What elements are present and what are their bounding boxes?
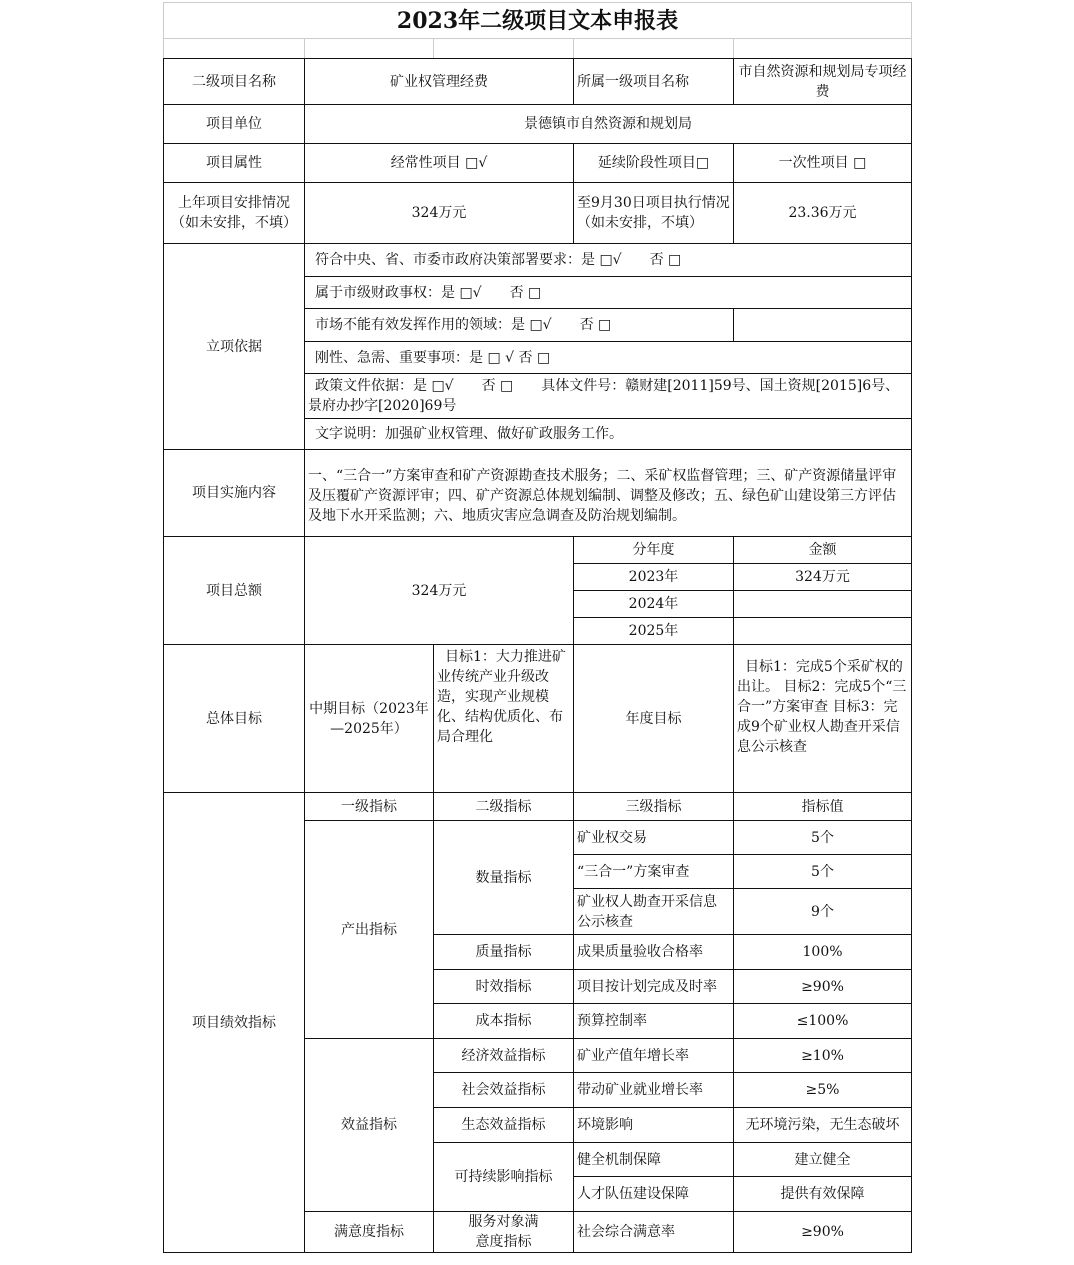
mid-goal-label: 中期目标（2023年—2025年） (305, 645, 434, 793)
last-year-value: 324万元 (305, 183, 574, 244)
basis-item: 市场不能有效发挥作用的领域：是 □√ 否 □ (305, 309, 734, 342)
annual-goal-label: 年度目标 (574, 645, 734, 793)
amount: 324万元 (734, 564, 912, 591)
parent-project: 市自然资源和规划局专项经费 (734, 59, 912, 105)
l1-benefit: 效益指标 (305, 1039, 434, 1212)
implementation: 一、“三合一”方案审查和矿产资源勘查技术服务；二、采矿权监督管理；三、矿产资源储量评审及压覆矿产资源评审；四、矿产资源总体规划编制、调整及修改；五、绿色矿山建设第三方评估及地下水开采监测；六、地质灾害应急调查及防治规划编制。 (305, 450, 912, 537)
label-project-name: 二级项目名称 (164, 59, 305, 105)
value: 100% (734, 935, 912, 970)
value: 5个 (734, 821, 912, 855)
basis-item: 属于市级财政事权：是 □√ 否 □ (305, 277, 912, 309)
value: ≥10% (734, 1039, 912, 1073)
l3: 社会综合满意率 (574, 1212, 734, 1253)
unit: 景德镇市自然资源和规划局 (305, 105, 912, 144)
value: 5个 (734, 855, 912, 889)
l3: 矿业权人勘查开采信息公示核查 (574, 889, 734, 935)
blank-cell (434, 39, 574, 59)
label-execution: 至9月30日项目执行情况（如未安排，不填） (574, 183, 734, 244)
value: 9个 (734, 889, 912, 935)
l2-quality: 质量指标 (434, 935, 574, 970)
form-title: 2023年二级项目文本申报表 (164, 3, 912, 39)
attr-recurring[interactable]: 经常性项目 □√ (305, 144, 574, 183)
l2-timeliness: 时效指标 (434, 970, 574, 1004)
l3: 带动矿业就业增长率 (574, 1073, 734, 1108)
l2-satisfaction: 服务对象满意度指标 (434, 1212, 574, 1253)
value: 建立健全 (734, 1143, 912, 1177)
label-unit: 项目单位 (164, 105, 305, 144)
year: 2024年 (574, 591, 734, 618)
l3: 环境影响 (574, 1108, 734, 1143)
perf-header: 指标值 (734, 793, 912, 821)
report-table (163, 2, 912, 1253)
blank-cell (734, 309, 912, 342)
basis-item: 政策文件依据：是 □√ 否 □ 具体文件号：赣财建[2011]59号、国土资规[2015]6号、景府办抄字[2020]69号 (305, 374, 912, 419)
blank-cell (305, 39, 434, 59)
l2-social: 社会效益指标 (434, 1073, 574, 1108)
l3: 项目按计划完成及时率 (574, 970, 734, 1004)
l3: “三合一”方案审查 (574, 855, 734, 889)
annual-goal: 目标1：完成5个采矿权的出让。 目标2：完成5个“三合一”方案审查 目标3：完成9个矿业权人勘查开采信息公示核查 (734, 645, 912, 793)
label-last-year: 上年项目安排情况（如未安排，不填） (164, 183, 305, 244)
year: 2025年 (574, 618, 734, 645)
l3: 预算控制率 (574, 1004, 734, 1039)
l2-quantity: 数量指标 (434, 821, 574, 935)
l2-sustainable: 可持续影响指标 (434, 1143, 574, 1212)
total-value: 324万元 (305, 537, 574, 645)
basis-item: 刚性、急需、重要事项：是 □ √ 否 □ (305, 342, 912, 374)
l1-satisfaction: 满意度指标 (305, 1212, 434, 1253)
perf-header: 一级指标 (305, 793, 434, 821)
l3: 成果质量验收合格率 (574, 935, 734, 970)
label-total: 项目总额 (164, 537, 305, 645)
value: ≥5% (734, 1073, 912, 1108)
l1-output: 产出指标 (305, 821, 434, 1039)
l2-economic: 经济效益指标 (434, 1039, 574, 1073)
year: 2023年 (574, 564, 734, 591)
perf-header: 三级指标 (574, 793, 734, 821)
value: 无环境污染，无生态破坏 (734, 1108, 912, 1143)
label-goals: 总体目标 (164, 645, 305, 793)
basis-item: 符合中央、省、市委市政府决策部署要求：是 □√ 否 □ (305, 244, 912, 277)
l2-ecological: 生态效益指标 (434, 1108, 574, 1143)
attr-continuing[interactable]: 延续阶段性项目□ (574, 144, 734, 183)
value: ≥90% (734, 970, 912, 1004)
l3: 矿业权交易 (574, 821, 734, 855)
label-parent-project: 所属一级项目名称 (574, 59, 734, 105)
mid-goal: 目标1：大力推进矿业传统产业升级改造，实现产业规模化、结构优质化、布局合理化 (434, 645, 574, 793)
value: ≤100% (734, 1004, 912, 1039)
label-performance: 项目绩效指标 (164, 793, 305, 1253)
label-basis: 立项依据 (164, 244, 305, 450)
value: ≥90% (734, 1212, 912, 1253)
label-implementation: 项目实施内容 (164, 450, 305, 537)
basis-item: 文字说明：加强矿业权管理、做好矿政服务工作。 (305, 419, 912, 450)
label-attribute: 项目属性 (164, 144, 305, 183)
year-header: 分年度 (574, 537, 734, 564)
amount (734, 618, 912, 645)
value: 提供有效保障 (734, 1177, 912, 1212)
l3: 人才队伍建设保障 (574, 1177, 734, 1212)
perf-header: 二级指标 (434, 793, 574, 821)
blank-cell (574, 39, 734, 59)
blank-cell (164, 39, 305, 59)
attr-one-time[interactable]: 一次性项目 □ (734, 144, 912, 183)
amount (734, 591, 912, 618)
l3: 健全机制保障 (574, 1143, 734, 1177)
project-name: 矿业权管理经费 (305, 59, 574, 105)
l2-cost: 成本指标 (434, 1004, 574, 1039)
blank-cell (734, 39, 912, 59)
execution-value: 23.36万元 (734, 183, 912, 244)
amount-header: 金额 (734, 537, 912, 564)
report-form (163, 2, 911, 1253)
l3: 矿业产值年增长率 (574, 1039, 734, 1073)
